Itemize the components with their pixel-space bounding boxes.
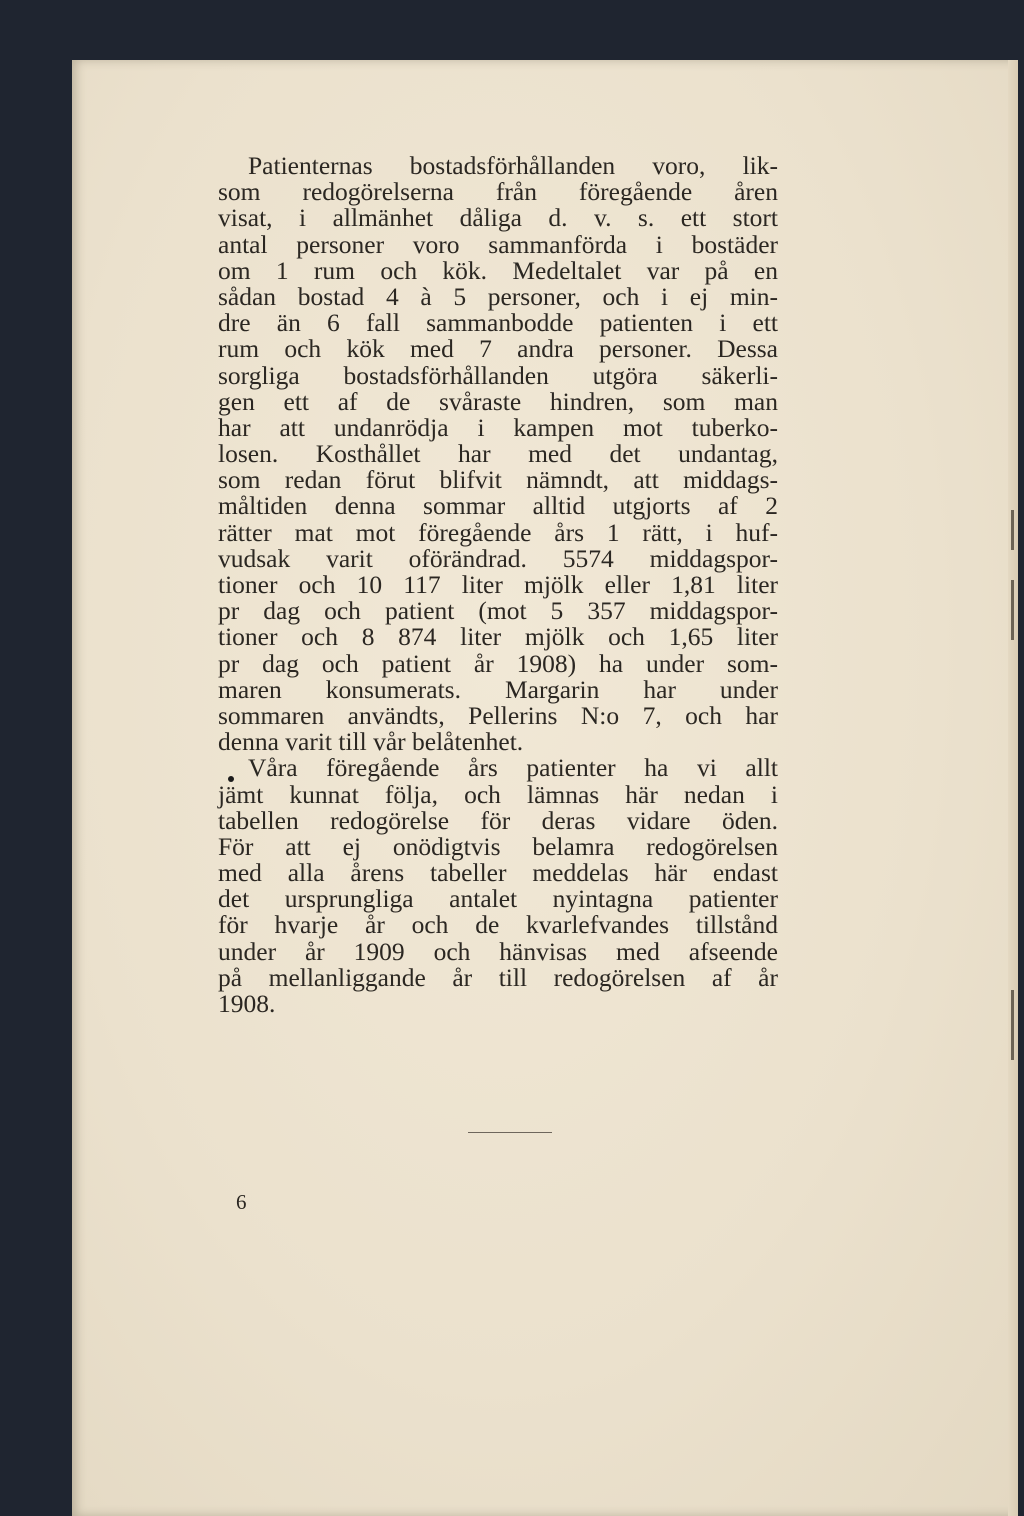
text-line: antal personer voro sammanförda i bostäder <box>218 229 778 259</box>
page-edge <box>1008 60 1018 1516</box>
text-line: måltiden denna sommar alltid utgjorts af 2 <box>218 491 778 521</box>
text-line: 1908. <box>218 989 276 1018</box>
text-line: med alla årens tabeller meddelas här endast <box>218 858 778 888</box>
text-line: Patienternas bostadsförhållanden voro, lik- <box>248 151 778 180</box>
text-line: vudsak varit oförändrad. 5574 middagspor- <box>218 543 778 573</box>
text-line: gen ett af de svåraste hindren, som man <box>218 386 778 416</box>
text-line: sorgliga bostadsförhållanden utgöra säkerli- <box>218 360 778 390</box>
text-line: rum och kök med 7 andra personer. Dessa <box>218 334 778 364</box>
text-line: sådan bostad 4 à 5 personer, och i ej min- <box>218 281 778 311</box>
page-number: 6 <box>236 1190 247 1214</box>
text-line: pr dag och patient (mot 5 357 middagspor- <box>218 596 778 626</box>
text-line: För att ej onödigtvis belamra redogörelsen <box>218 831 778 861</box>
text-line: som redogörelserna från föregående åren <box>218 177 778 207</box>
text-line: visat, i allmänhet dåliga d. v. s. ett stort <box>218 203 778 233</box>
text-line: om 1 rum och kök. Medeltalet var på en <box>218 255 778 285</box>
text-line: tabellen redogörelse för deras vidare öden. <box>218 805 778 835</box>
text-line: har att undanrödja i kampen mot tuberko- <box>218 412 778 442</box>
text-line: losen. Kosthållet har med det undantag, <box>218 439 778 469</box>
text-line: tioner och 10 117 liter mjölk eller 1,81 liter <box>218 570 778 599</box>
text-line: på mellanliggande år till redogörelsen af år <box>218 962 778 992</box>
text-line: dre än 6 fall sammanbodde patienten i ett <box>218 308 778 338</box>
edge-mark <box>1011 990 1014 1060</box>
text-line: denna varit till vår belåtenhet. <box>218 727 524 757</box>
text-line: sommaren användts, Pellerins N:o 7, och har <box>218 700 778 730</box>
text-line: Våra föregående års patienter ha vi allt <box>248 753 778 783</box>
text-line: jämt kunnat följa, och lämnas här nedan i <box>218 779 778 809</box>
section-divider <box>468 1132 552 1133</box>
edge-mark <box>1011 510 1014 550</box>
body-text <box>218 153 778 1017</box>
text-line: tioner och 8 874 liter mjölk och 1,65 liter <box>218 622 778 652</box>
text-line: under år 1909 och hänvisas med afseende <box>218 936 778 966</box>
text-line: rätter mat mot föregående års 1 rätt, i huf- <box>218 517 778 547</box>
text-line: pr dag och patient år 1908) ha under som- <box>218 648 778 678</box>
text-line: som redan förut blifvit nämndt, att middags- <box>218 465 778 495</box>
text-line: för hvarje år och de kvarlefvandes tillstånd <box>218 910 778 940</box>
text-line: det ursprungliga antalet nyintagna patienter <box>218 884 778 914</box>
text-line: maren konsumerats. Margarin har under <box>218 674 778 704</box>
edge-mark <box>1011 580 1014 640</box>
